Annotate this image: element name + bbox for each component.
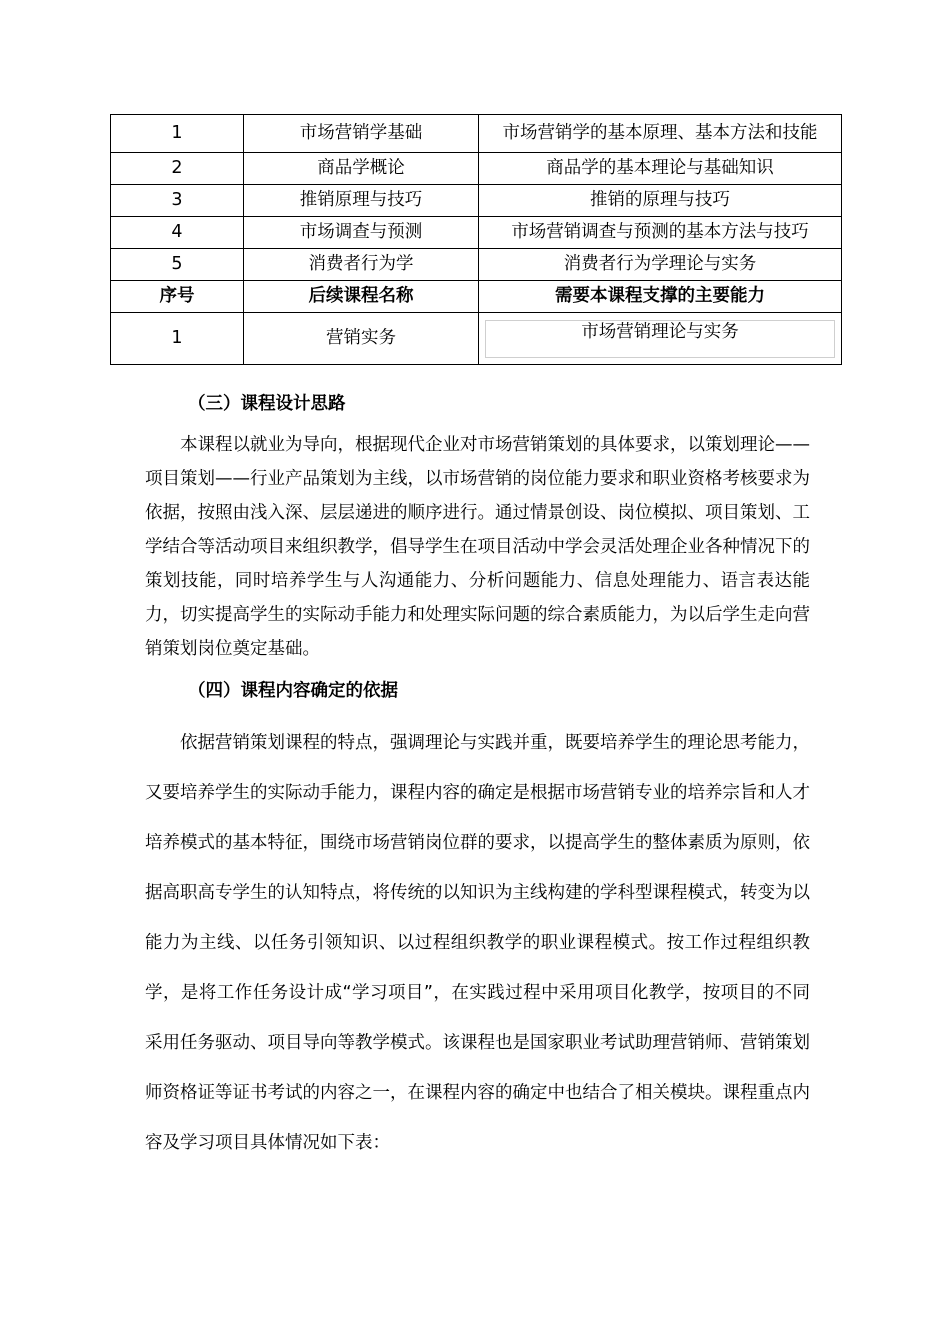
course-name: 营销实务 [244,313,479,365]
row-number: 1 [111,115,244,153]
table-row [111,115,842,153]
section-heading-design: （三）课程设计思路 [188,394,346,414]
row-number: 1 [111,313,244,365]
table-row [111,249,842,281]
course-content: 消费者行为学理论与实务 [479,249,842,281]
course-content: 市场营销调查与预测的基本方法与技巧 [479,217,842,249]
header-number: 序号 [111,281,244,313]
table-row [111,313,842,365]
section-heading-basis: （四）课程内容确定的依据 [188,681,398,701]
course-name: 商品学概论 [244,153,479,185]
course-relationship-table [110,114,842,365]
row-number: 5 [111,249,244,281]
course-content: 市场营销理论与实务 [485,320,835,358]
table-row [111,217,842,249]
row-number: 2 [111,153,244,185]
table-row [111,153,842,185]
section-paragraph-design [145,428,810,666]
course-content: 市场营销学的基本原理、基本方法和技能 [479,115,842,153]
course-name: 消费者行为学 [244,249,479,281]
followup-header-row [111,281,842,313]
course-name: 推销原理与技巧 [244,185,479,217]
row-number: 4 [111,217,244,249]
paragraph-text: 依据营销策划课程的特点，强调理论与实践并重，既要培养学生的理论思考能力，又要培养学生的实际动手能力，课程内容的确定是根据市场营销专业的培养宗旨和人才培养模式的基本特征，围绕市场营销岗位群的要求，以提高学生的整体素质为原则，依据高职高专学生的认知特点，将传统的以知识为主线构建的学科型课程模式，转变为以能力为主线、以任务引领知识、以过程组织教学的职业课程模式。按工作过程组织教学，是将工作任务设计成“学习项目”，在实践过程中采用项目化教学，按项目的不同采用任务驱动、项目导向等教学模式。该课程也是国家职业考试助理营销师、营销策划师资格证等证书考试的内容之一，在课程内容的确定中也结合了相关模块。课程重点内容及学习项目具体情况如下表： [145,733,810,1153]
course-name: 市场营销学基础 [244,115,479,153]
row-number: 3 [111,185,244,217]
table-row [111,185,842,217]
paragraph-text: 本课程以就业为导向，根据现代企业对市场营销策划的具体要求，以策划理论——项目策划——行业产品策划为主线，以市场营销的岗位能力要求和职业资格考核要求为依据，按照由浅入深、层层递进的顺序进行。通过情景创设、岗位模拟、项目策划、工学结合等活动项目来组织教学，倡导学生在项目活动中学会灵活处理企业各种情况下的策划技能，同时培养学生与人沟通能力、分析问题能力、信息处理能力、语言表达能力，切实提高学生的实际动手能力和处理实际问题的综合素质能力，为以后学生走向营销策划岗位奠定基础。 [145,435,810,659]
section-paragraph-basis [145,718,810,1168]
course-content: 商品学的基本理论与基础知识 [479,153,842,185]
course-name: 市场调查与预测 [244,217,479,249]
course-content-cell [479,313,842,365]
course-content: 推销的原理与技巧 [479,185,842,217]
header-ability: 需要本课程支撑的主要能力 [479,281,842,313]
header-course-name: 后续课程名称 [244,281,479,313]
